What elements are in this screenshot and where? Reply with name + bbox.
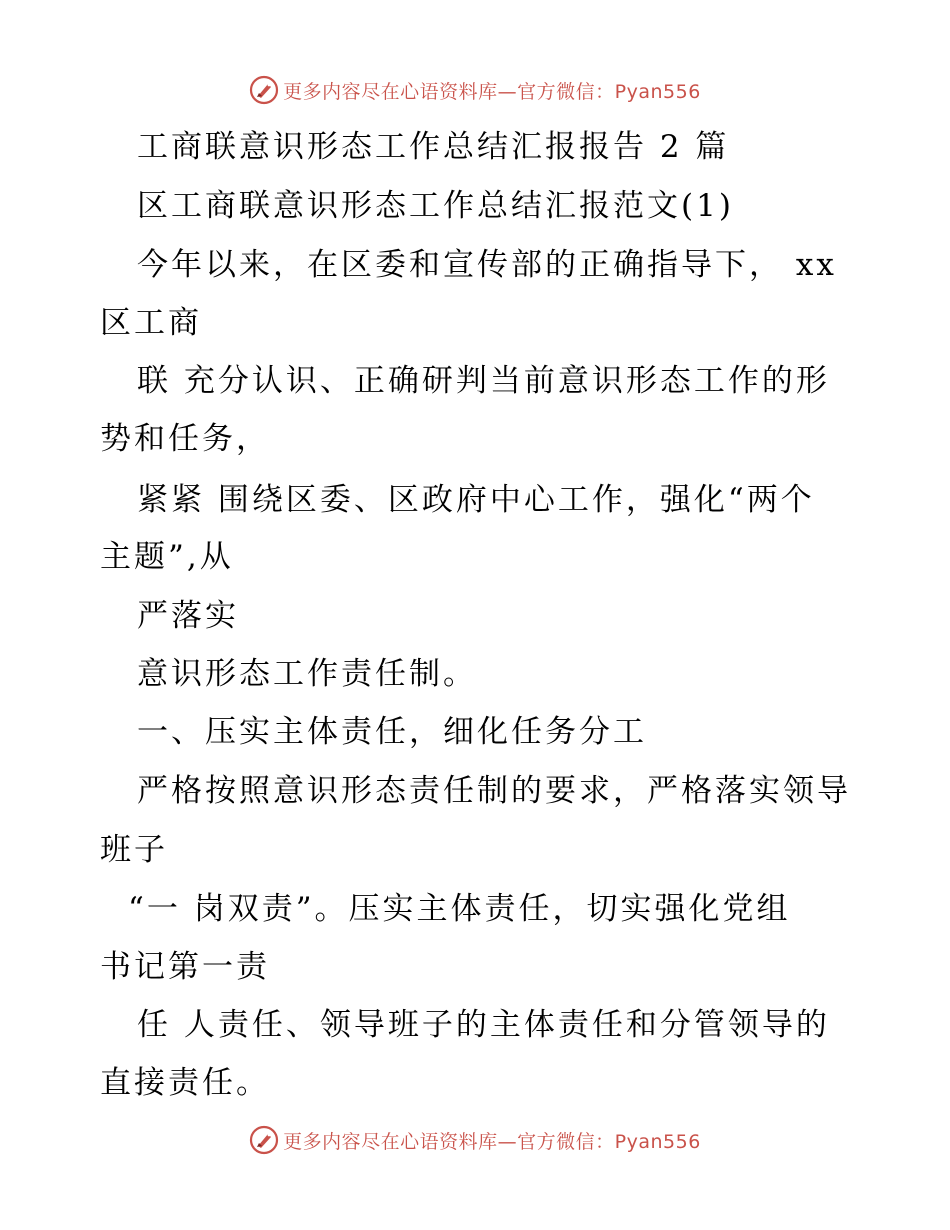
- footer-watermark-text: 更多内容尽在心语资料库—官方微信：Pyan556: [283, 1130, 701, 1153]
- paragraph-line: 意识形态工作责任制。: [137, 656, 477, 692]
- paragraph-line: 今年以来，在区委和宣传部的正确指导下， xx: [137, 247, 837, 283]
- paragraph-line: 直接责任。: [100, 1065, 270, 1101]
- document-subtitle: 区工商联意识形态工作总结汇报范文(1): [137, 188, 734, 224]
- paragraph-line: 紧紧 围绕区委、区政府中心工作，强化“两个: [137, 482, 815, 518]
- pen-nib-logo-icon: [249, 1125, 279, 1155]
- paragraph-line: 班子: [100, 832, 168, 868]
- section-heading: 一、压实主体责任，细化任务分工: [137, 714, 647, 750]
- paragraph-line: 书记第一责: [100, 949, 270, 985]
- document-title: 工商联意识形态工作总结汇报报告 2 篇: [137, 129, 730, 165]
- footer-watermark-inner: [249, 1125, 701, 1155]
- paragraph-line: 主题”,从: [100, 539, 234, 575]
- paragraph-line: 势和任务，: [100, 421, 270, 457]
- paragraph-line: 严落实: [137, 598, 239, 634]
- paragraph-line: “一 岗双责”。压实主体责任，切实强化党组: [128, 891, 791, 927]
- paragraph-line: 区工商: [100, 305, 202, 341]
- paragraph-line: 严格按照意识形态责任制的要求，严格落实领导: [137, 773, 851, 809]
- footer-watermark-banner: [0, 1120, 950, 1160]
- paragraph-line: 任 人责任、领导班子的主体责任和分管领导的: [137, 1007, 830, 1043]
- header-watermark-text: 更多内容尽在心语资料库—官方微信：Pyan556: [283, 80, 701, 103]
- paragraph-line: 联 充分认识、正确研判当前意识形态工作的形: [137, 363, 830, 399]
